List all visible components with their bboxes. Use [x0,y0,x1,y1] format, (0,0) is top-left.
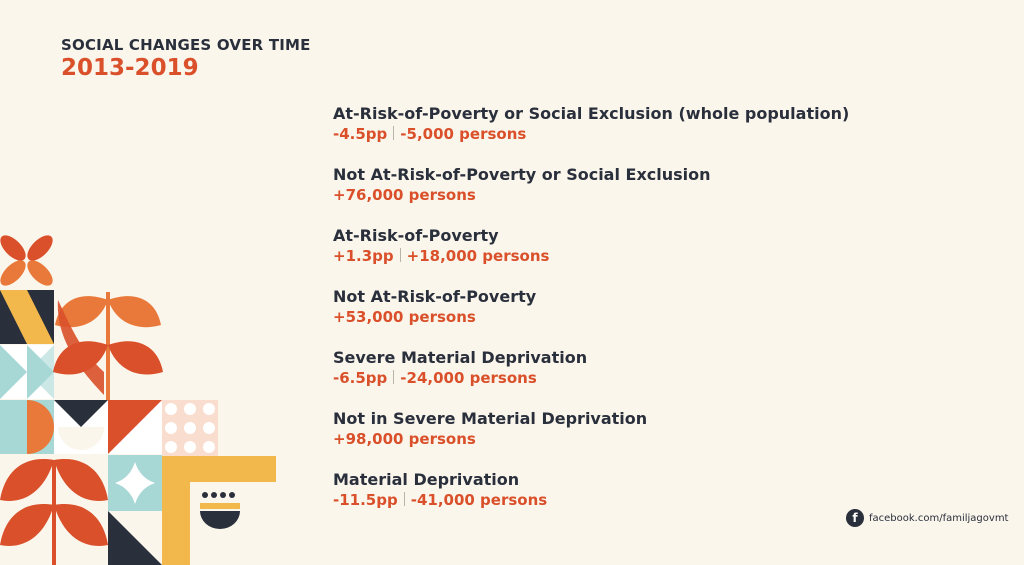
stat-pp: -6.5pp [333,369,388,387]
stat-label: At-Risk-of-Poverty [333,226,499,245]
stat-pp: +1.3pp [333,247,394,265]
stat-values [333,185,849,205]
separator [404,492,405,506]
stat-values [333,490,849,510]
stat-values [333,307,849,327]
stat-item [333,103,849,164]
flower-icon [0,231,57,290]
stat-persons: -24,000 persons [400,369,537,387]
stat-values [333,429,849,449]
stat-item [333,469,849,530]
page-subtitle: SOCIAL CHANGES OVER TIME [61,36,311,54]
bowl-icon [200,492,240,529]
stat-persons: -41,000 persons [410,491,548,509]
decorative-pattern [0,228,280,565]
separator [400,248,401,262]
stat-item [333,286,849,347]
stat-pp: -11.5pp [333,491,398,509]
dots-pattern [162,400,218,456]
stats-list [333,103,849,530]
header [61,36,311,81]
stat-values [333,246,849,266]
stat-label: Severe Material Deprivation [333,348,588,367]
footer [846,509,1008,527]
stat-values [333,368,849,388]
stat-label: Not At-Risk-of-Poverty or Social Exclusion [333,165,711,184]
stat-label: Material Deprivation [333,470,520,489]
stat-label: Not At-Risk-of-Poverty [333,287,537,306]
facebook-icon: f [846,509,864,527]
stat-item [333,164,849,225]
facebook-link[interactable]: facebook.com/familjagovmt [869,512,1009,524]
stat-persons: -5,000 persons [400,125,527,143]
stat-persons: +53,000 persons [333,308,476,326]
stat-item [333,225,849,286]
stat-persons: +76,000 persons [333,186,476,204]
separator [393,370,394,384]
stat-values [333,124,849,144]
stat-item [333,347,849,408]
stat-item [333,408,849,469]
stat-label: Not in Severe Material Deprivation [333,409,648,428]
stat-persons: +18,000 persons [406,247,550,265]
stat-persons: +98,000 persons [333,430,476,448]
separator [393,126,394,140]
stat-pp: -4.5pp [333,125,388,143]
stat-label: At-Risk-of-Poverty or Social Exclusion (whole population) [333,104,850,123]
page-title: 2013-2019 [61,55,199,81]
